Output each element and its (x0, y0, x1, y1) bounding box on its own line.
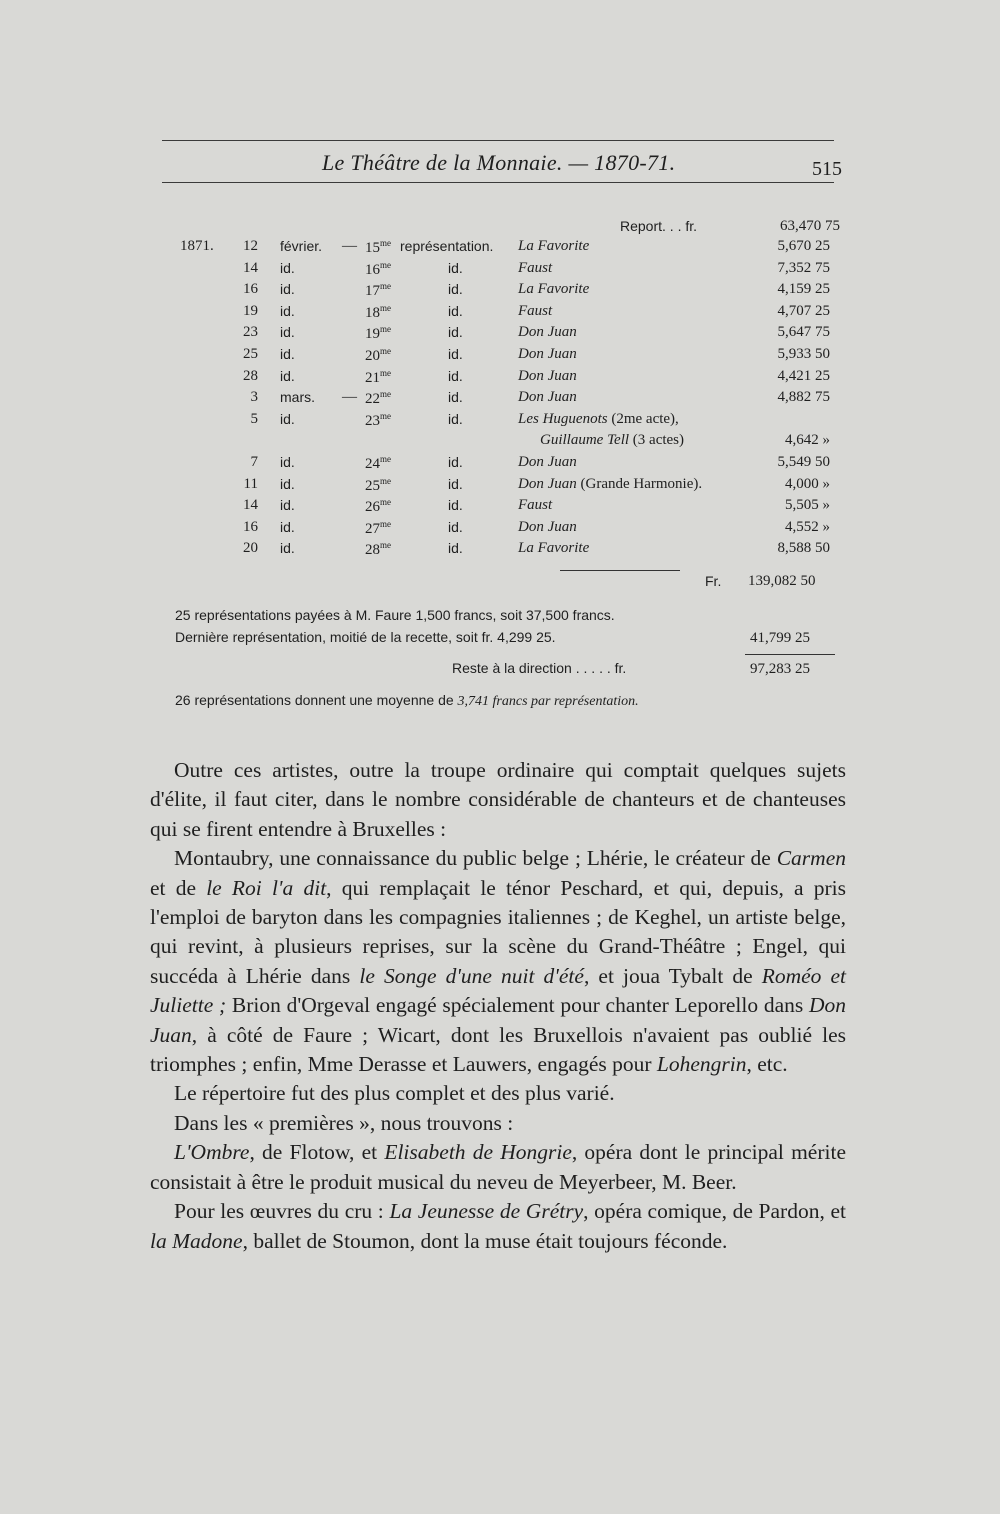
performance-cell: id. (448, 346, 463, 362)
text-run: et de (150, 875, 196, 900)
opera-cell (518, 238, 589, 255)
ordinal-suffix: me (380, 410, 391, 421)
report-line (620, 218, 840, 238)
amount-cell: 4,882 75 (777, 389, 830, 406)
opera-cell (518, 476, 702, 493)
day-cell: 14 (243, 497, 258, 514)
table-row (160, 411, 840, 431)
text-run: , opéra dont le principal mérite consistait à être le produit musical du neveu de Meyerbeer, M. Beer. (150, 1140, 846, 1194)
ordinal-suffix: me (380, 518, 391, 529)
opera-title: La Favorite (518, 540, 590, 557)
table-row (160, 303, 840, 323)
total-amount: 139,082 50 (748, 573, 816, 589)
title-le-songe: le Songe d'une nuit d'été (359, 963, 584, 988)
month-cell: id. (280, 518, 295, 535)
month-cell: id. (280, 346, 295, 362)
ordinal-cell (365, 281, 391, 300)
day-cell: 19 (243, 302, 258, 319)
body-text (150, 756, 846, 1256)
ordinal-number: 28 (365, 542, 380, 559)
table-row (160, 389, 840, 409)
ordinal-cell (365, 497, 391, 516)
day-cell: 16 (243, 281, 258, 298)
text-run: , etc. (746, 1052, 788, 1077)
running-title: Le Théâtre de la Monnaie. — 1870-71. (322, 150, 676, 175)
table-row (160, 497, 840, 517)
ordinal-suffix: me (380, 540, 391, 551)
note-line-3-amount: 97,283 25 (750, 661, 810, 677)
opera-cell (518, 260, 552, 277)
opera-cell (518, 281, 589, 298)
amount-cell: 4,000 » (785, 475, 830, 492)
performance-cell: représentation. (400, 238, 494, 254)
ordinal-cell (365, 238, 391, 257)
ordinal-cell (365, 368, 391, 387)
text-run: Pour les œuvres du cru : (174, 1199, 384, 1224)
title-lohengrin: Lohengrin (656, 1052, 747, 1077)
running-header (162, 150, 842, 184)
opera-title: Faust (518, 497, 553, 514)
dash-cell: — (342, 389, 357, 406)
performance-cell: id. (448, 454, 463, 470)
table-row (160, 346, 840, 366)
amount-cell: 5,933 50 (777, 346, 830, 362)
opera-title: Don Juan (518, 518, 577, 535)
ordinal-suffix: me (380, 302, 391, 313)
opera-title: La Favorite (518, 238, 590, 254)
day-cell: 3 (250, 389, 258, 406)
ordinal-number: 27 (365, 520, 380, 537)
opera-title: Don Juan (518, 389, 577, 406)
ordinal-number: 15 (365, 240, 380, 256)
performance-cell: id. (448, 410, 463, 427)
amount-cell: 4,552 » (785, 518, 830, 535)
ordinal-suffix: me (380, 324, 391, 335)
text-run: , de Flotow, et (249, 1140, 378, 1165)
title-la-madone: la Madone (150, 1228, 243, 1253)
opera-note: (2me acte), (611, 410, 679, 427)
ordinal-suffix: me (380, 389, 391, 400)
ordinal-suffix: me (380, 259, 391, 270)
day-cell: 12 (243, 238, 258, 254)
ordinal-number: 17 (365, 283, 380, 300)
ordinal-number: 25 (365, 477, 380, 494)
performance-cell: id. (448, 389, 463, 406)
month-cell: id. (280, 302, 295, 319)
amount-cell: 5,647 75 (777, 324, 830, 341)
opera-title: Don Juan (518, 475, 577, 492)
opera-cell (540, 432, 684, 449)
amount-cell: 5,505 » (785, 497, 830, 514)
table-row (160, 281, 840, 301)
month-cell: id. (280, 367, 295, 384)
ordinal-cell (365, 389, 391, 408)
table-row (160, 540, 840, 560)
opera-cell (518, 540, 589, 557)
header-bottom-rule (162, 182, 834, 183)
amount-cell: 4,421 25 (777, 367, 830, 384)
opera-title: Don Juan (518, 324, 577, 341)
ordinal-suffix: me (380, 346, 391, 356)
month-cell: id. (280, 497, 295, 514)
opera-title: Don Juan (518, 346, 577, 362)
text-run: , à côté de Faure ; Wicart, dont les Bruxellois n'avaient pas oublié les triomphes ; enfin, Mme Derasse et Lauwers, engagés pour (150, 1022, 846, 1077)
day-cell: 5 (250, 410, 258, 427)
amount-cell: 4,642 » (785, 432, 830, 449)
note-line-4-text: 26 représentations donnent une moyenne de (175, 692, 454, 708)
opera-cell (518, 519, 577, 536)
opera-title: Faust (518, 302, 553, 319)
ordinal-suffix: me (380, 475, 391, 486)
opera-title: Les Huguenots (518, 410, 608, 427)
performance-cell: id. (448, 497, 463, 514)
subtraction-rule (745, 654, 835, 655)
day-cell: 25 (243, 346, 258, 362)
paragraph-2 (150, 844, 846, 1079)
month-cell: février. (280, 238, 323, 254)
opera-cell (518, 303, 552, 320)
day-cell: 16 (243, 518, 258, 535)
day-cell: 28 (243, 367, 258, 384)
ordinal-number: 22 (365, 391, 380, 408)
ordinal-cell (365, 411, 391, 430)
ordinal-number: 16 (365, 261, 380, 278)
month-cell: id. (280, 454, 295, 470)
ordinal-cell (365, 324, 391, 343)
day-cell: 23 (243, 324, 258, 341)
opera-cell (518, 389, 577, 406)
performance-cell: id. (448, 540, 463, 557)
total-rule (560, 570, 680, 571)
paragraph-4: Dans les « premières », nous trouvons : (174, 1110, 514, 1135)
report-amount: 63,470 75 (780, 218, 840, 234)
text-run: Brion d'Orgeval engagé spécialement pour chanter Leporello dans (231, 993, 804, 1018)
month-cell: id. (280, 540, 295, 557)
paragraph-6 (150, 1197, 846, 1256)
table-row (160, 454, 840, 474)
table-row (160, 476, 840, 496)
title-l-ombre: L'Ombre (174, 1140, 250, 1165)
amount-cell: 8,588 50 (777, 540, 830, 557)
table-row (160, 368, 840, 388)
ordinal-suffix: me (380, 367, 391, 378)
performance-cell: id. (448, 518, 463, 535)
day-cell: 11 (243, 475, 258, 492)
performance-cell: id. (448, 281, 463, 298)
opera-cell (518, 346, 577, 363)
opera-title: Don Juan (518, 454, 577, 470)
ordinal-cell (365, 519, 391, 538)
note-line-2-amount: 41,799 25 (750, 630, 810, 646)
table-row (160, 324, 840, 344)
opera-cell (518, 411, 679, 428)
opera-cell (518, 368, 577, 385)
amount-cell: 7,352 75 (777, 259, 830, 276)
ordinal-cell (365, 346, 391, 365)
text-run: , qui remplaçait le ténor Peschard, et qui, depuis, a pris l'emploi de baryton dans les compagnies italiennes ; de Keghel, un artiste belge, qui revint, à plusieurs reprises, sur la scène du Grand-Théâtre ; Engel, qui succéda à Lhérie dans (150, 875, 846, 988)
opera-note: (Grande Harmonie). (580, 475, 703, 492)
page-number: 515 (812, 158, 842, 180)
title-elisabeth-de-hongrie: Elisabeth de Hongrie (384, 1140, 572, 1165)
table-row (160, 238, 840, 258)
opera-note: (3 actes) (632, 432, 685, 449)
table-row (160, 260, 840, 280)
ordinal-cell (365, 540, 391, 559)
ordinal-suffix: me (380, 497, 391, 508)
ordinal-cell (365, 260, 391, 279)
total-label: Fr. (705, 573, 722, 589)
paragraph-1: Outre ces artistes, outre la troupe ordinaire qui comptait quelques sujets d'élite, il faut citer, dans le nombre considérable de chanteurs et de chanteuses qui se firent entendre à Bruxelles : (150, 758, 846, 841)
month-cell: id. (280, 259, 295, 276)
note-line-4 (175, 692, 639, 710)
ordinal-suffix: me (380, 238, 391, 248)
amount-cell: 5,549 50 (777, 454, 830, 470)
month-cell: mars. (280, 389, 315, 406)
text-run: , opéra comique, de Pardon, et (583, 1199, 846, 1224)
performance-cell: id. (448, 259, 463, 276)
note-line-1: 25 représentations payées à M. Faure 1,500 francs, soit 37,500 francs. (175, 607, 615, 623)
opera-title: Guillaume Tell (540, 432, 630, 449)
ordinal-number: 26 (365, 499, 380, 516)
day-cell: 7 (250, 454, 258, 470)
title-le-roi-l-a-dit: le Roi l'a dit (206, 875, 327, 900)
amount-cell: 4,159 25 (777, 281, 830, 298)
amount-cell: 4,707 25 (777, 302, 830, 319)
ordinal-cell (365, 303, 391, 322)
table-row (160, 432, 840, 452)
opera-title: Don Juan (518, 367, 577, 384)
title-carmen: Carmen (776, 846, 846, 871)
ordinal-number: 24 (365, 456, 380, 472)
ordinal-suffix: me (380, 454, 391, 464)
month-cell: id. (280, 475, 295, 492)
opera-cell (518, 324, 577, 341)
text-run: , ballet de Stoumon, dont la muse était toujours féconde. (242, 1228, 728, 1253)
dash-cell: — (342, 238, 357, 254)
table-row (160, 519, 840, 539)
performance-cell: id. (448, 302, 463, 319)
opera-cell (518, 454, 577, 471)
year-cell: 1871. (180, 238, 214, 254)
ordinal-number: 23 (365, 412, 380, 429)
opera-title: Faust (518, 259, 553, 276)
ordinal-cell (365, 454, 391, 473)
ordinal-number: 18 (365, 304, 380, 321)
opera-title: La Favorite (518, 281, 590, 298)
day-cell: 20 (243, 540, 258, 557)
text-run: , et joua Tybalt de (583, 963, 753, 988)
ordinal-cell (365, 476, 391, 495)
performance-cell: id. (448, 367, 463, 384)
text-run: Montaubry, une connaissance du public belge ; Lhérie, le créateur de (174, 846, 771, 871)
month-cell: id. (280, 281, 295, 298)
ordinal-suffix: me (380, 281, 391, 292)
paragraph-3: Le répertoire fut des plus complet et des plus varié. (174, 1081, 615, 1106)
ordinal-number: 21 (365, 369, 380, 386)
title-romeo-et-juliette: Roméo et Juliette ; (150, 963, 847, 1018)
note-line-2: Dernière représentation, moitié de la recette, soit fr. 4,299 25. (175, 629, 556, 645)
title-don-juan: Don Juan (150, 993, 847, 1047)
amount-cell: 5,670 25 (777, 238, 830, 254)
header-top-rule (162, 140, 834, 141)
note-line-4-average: 3,741 francs par représentation. (457, 694, 639, 709)
opera-cell (518, 497, 552, 514)
note-line-3-label: Reste à la direction . . . . . fr. (452, 660, 627, 676)
day-cell: 14 (243, 259, 258, 276)
performance-cell: id. (448, 324, 463, 341)
ordinal-number: 20 (365, 348, 380, 364)
month-cell: id. (280, 324, 295, 341)
performance-cell: id. (448, 475, 463, 492)
title-la-jeunesse-de-gretry: La Jeunesse de Grétry (389, 1199, 584, 1224)
report-label: Report. . . fr. (620, 218, 698, 234)
month-cell: id. (280, 410, 295, 427)
paragraph-5 (150, 1138, 846, 1197)
ordinal-number: 19 (365, 326, 380, 343)
